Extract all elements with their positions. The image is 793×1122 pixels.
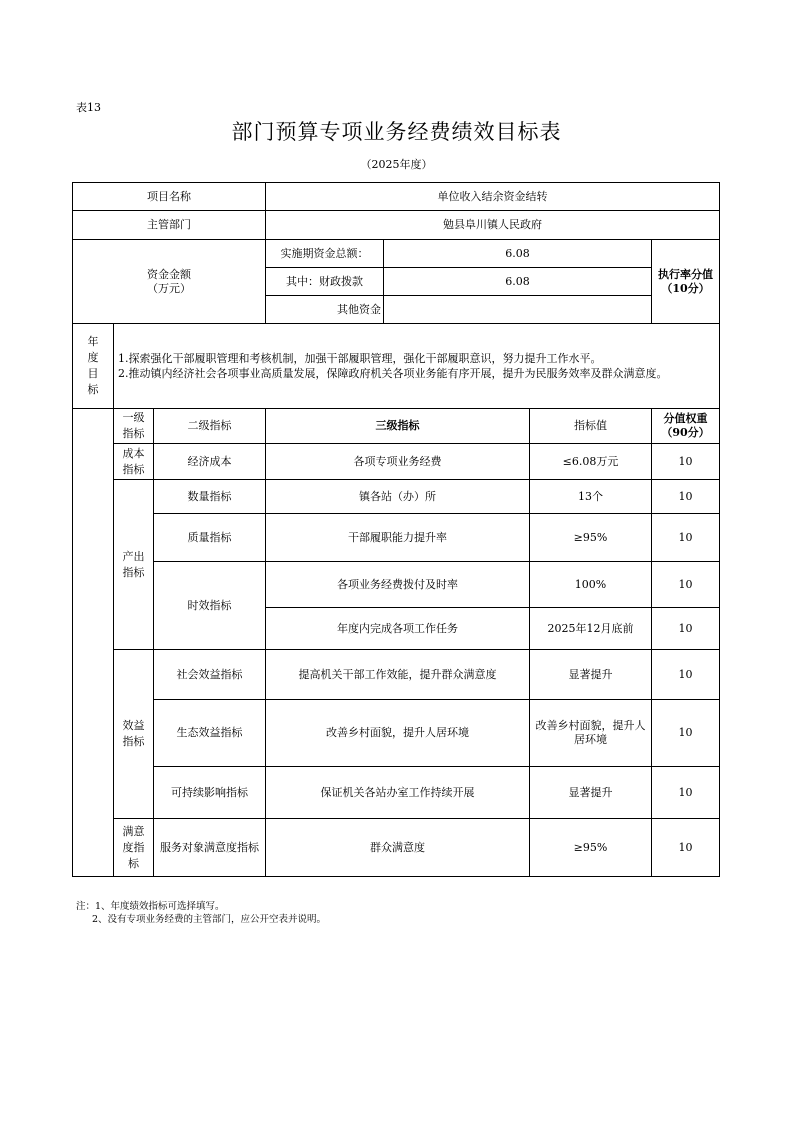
row-target: ≥95%	[530, 819, 652, 877]
row-target: ≥95%	[530, 514, 652, 562]
row-level2: 经济成本	[154, 444, 266, 480]
group-output-text: 产出指标	[122, 549, 145, 579]
header-level2: 二级指标	[154, 409, 266, 444]
header-level1	[114, 409, 154, 444]
row-level2: 服务对象满意度指标	[154, 819, 266, 877]
notes	[76, 900, 326, 926]
table-number: 表13	[76, 101, 101, 114]
note-line-2: 2、没有专项业务经费的主管部门，应公开空表并说明。	[92, 914, 327, 925]
funds-label	[73, 240, 266, 324]
goal-line-1: 1.探索强化干部履职管理和考核机制，加强干部履职管理，强化干部履职意识，努力提升工作水平。	[118, 352, 602, 365]
funds-total-label: 实施期资金总额：	[266, 240, 384, 268]
performance-table	[72, 182, 720, 877]
row-score: 10	[652, 514, 720, 562]
goal-content	[114, 324, 720, 409]
header-target: 指标值	[530, 409, 652, 444]
goal-label-text: 年度目标	[87, 335, 99, 396]
funds-fiscal-label: 其中：财政拨款	[266, 268, 384, 296]
exec-rate-score: （10分）	[661, 281, 710, 295]
header-level1-text: 一级指标	[122, 411, 145, 440]
indicator-blank-col	[73, 409, 114, 877]
row-target: 2025年12月底前	[530, 608, 652, 650]
row-level3: 镇各站（办）所	[266, 480, 530, 514]
header-level3: 三级指标	[266, 409, 530, 444]
row-target: 显著提升	[530, 650, 652, 700]
row-score: 10	[652, 700, 720, 767]
row-level3: 提高机关干部工作效能，提升群众满意度	[266, 650, 530, 700]
row-score: 10	[652, 767, 720, 819]
funds-label-line1: 资金金额	[147, 267, 191, 281]
row-level3: 年度内完成各项工作任务	[266, 608, 530, 650]
row-target: 13个	[530, 480, 652, 514]
row-level3: 改善乡村面貌，提升人居环境	[266, 700, 530, 767]
row-target: ≤6.08万元	[530, 444, 652, 480]
funds-other-label: 其他资金	[266, 296, 384, 324]
row-score: 10	[652, 480, 720, 514]
row-level2: 生态效益指标	[154, 700, 266, 767]
row-score: 10	[652, 562, 720, 608]
dept-label: 主管部门	[73, 211, 266, 240]
row-score: 10	[652, 819, 720, 877]
funds-other-value	[384, 296, 652, 324]
header-weight-text: 分值权重	[663, 412, 708, 425]
funds-label-line2: （万元）	[147, 281, 191, 295]
row-target: 改善乡村面貌，提升人居环境	[530, 700, 652, 767]
row-target: 100%	[530, 562, 652, 608]
row-level3: 各项业务经费拨付及时率	[266, 562, 530, 608]
row-level3: 各项专项业务经费	[266, 444, 530, 480]
group-satisfaction-text: 满意度指标	[122, 824, 145, 870]
row-level2: 质量指标	[154, 514, 266, 562]
exec-rate-cell	[652, 240, 720, 324]
row-target: 显著提升	[530, 767, 652, 819]
row-score: 10	[652, 650, 720, 700]
row-level2: 时效指标	[154, 562, 266, 650]
funds-total-value: 6.08	[384, 240, 652, 268]
group-cost	[114, 444, 154, 480]
group-satisfaction	[114, 819, 154, 877]
goal-line-2: 2.推动镇内经济社会各项事业高质量发展，保障政府机关各项业务能有序开展，提升为民服务效率及群众满意度。	[118, 367, 668, 380]
exec-rate-label: 执行率分值	[658, 267, 714, 281]
row-score: 10	[652, 608, 720, 650]
group-cost-text: 成本指标	[122, 446, 145, 476]
dept-value: 勉县阜川镇人民政府	[266, 211, 720, 240]
group-output	[114, 480, 154, 650]
note-line-1: 注：1、年度绩效指标可选择填写。	[76, 901, 225, 912]
row-level3: 群众满意度	[266, 819, 530, 877]
page-title: 部门预算专项业务经费绩效目标表	[231, 120, 562, 144]
goal-label	[73, 324, 114, 409]
group-benefit	[114, 650, 154, 819]
project-name-value: 单位收入结余资金结转	[266, 183, 720, 211]
row-level2: 社会效益指标	[154, 650, 266, 700]
year-label: （2025年度）	[360, 158, 433, 171]
header-weight-sub: （90分）	[661, 426, 710, 439]
group-benefit-text: 效益指标	[122, 719, 145, 748]
header-weight	[652, 409, 720, 444]
row-score: 10	[652, 444, 720, 480]
row-level3: 干部履职能力提升率	[266, 514, 530, 562]
project-name-label: 项目名称	[73, 183, 266, 211]
row-level2: 数量指标	[154, 480, 266, 514]
row-level2: 可持续影响指标	[154, 767, 266, 819]
funds-fiscal-value: 6.08	[384, 268, 652, 296]
row-level3: 保证机关各站办室工作持续开展	[266, 767, 530, 819]
